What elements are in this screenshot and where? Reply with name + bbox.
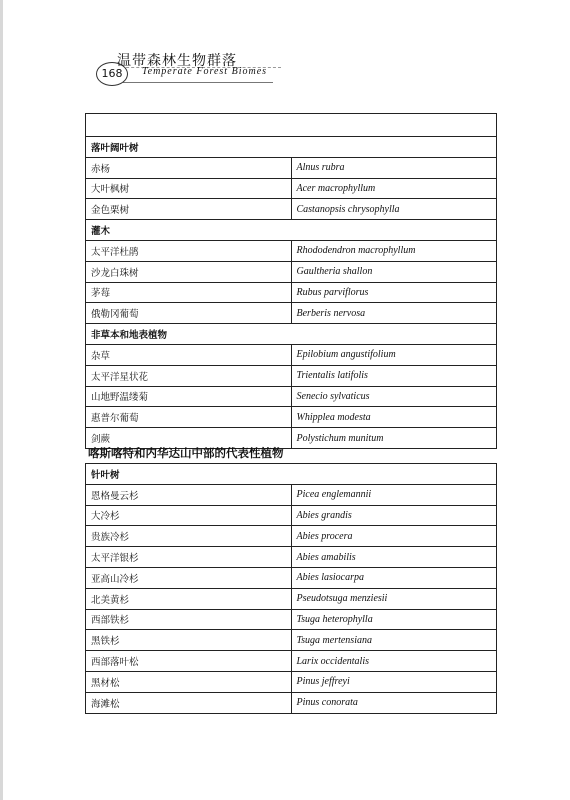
common-name-cell: 惠普尔葡萄 [86,407,292,428]
scientific-name-cell: Pinus conorata [291,692,497,713]
common-name-cell: 太平洋银杉 [86,547,292,568]
scientific-name-cell: Picea englemannii [291,484,497,505]
common-name-cell: 西部落叶松 [86,651,292,672]
scientific-name-cell: Pinus jeffreyi [291,671,497,692]
table-row [86,630,497,651]
scientific-name-cell: Abies amabilis [291,547,497,568]
table-row [86,692,497,713]
table-row [86,484,497,505]
table-header-row-blank [86,114,497,137]
table-row [86,199,497,220]
section-heading: 喀斯喀特和内华达山中部的代表性植物 [88,446,284,460]
scientific-name-cell: Abies lasiocarpa [291,567,497,588]
common-name-cell: 黑材松 [86,671,292,692]
common-name-cell: 大冷杉 [86,505,292,526]
blank-cell [86,114,497,137]
table-row [86,505,497,526]
common-name-cell: 贵族冷杉 [86,526,292,547]
scientific-name-cell: Whipplea modesta [291,407,497,428]
table-row [86,588,497,609]
scientific-name-cell: Gaultheria shallon [291,261,497,282]
common-name-cell: 亚高山冷杉 [86,567,292,588]
table-row [86,671,497,692]
table-row [86,157,497,178]
scientific-name-cell: Trientalis latifolis [291,365,497,386]
scientific-name-cell: Tsuga mertensiana [291,630,497,651]
scientific-name-cell: Rhododendron macrophyllum [291,240,497,261]
header-title-english: Temperate Forest Biomes [142,66,268,77]
table-row [86,282,497,303]
common-name-cell: 俄勒冈葡萄 [86,303,292,324]
group-row [86,324,497,345]
group-label: 针叶树 [86,464,497,485]
common-name-cell: 剑蕨 [86,428,292,449]
table-row [86,365,497,386]
scientific-name-cell: Abies procera [291,526,497,547]
running-header [86,50,286,88]
common-name-cell: 茅莓 [86,282,292,303]
common-name-cell: 黑铁杉 [86,630,292,651]
scientific-name-cell: Castanopsis chrysophylla [291,199,497,220]
common-name-cell: 海滩松 [86,692,292,713]
common-name-cell: 金色栗树 [86,199,292,220]
table-row [86,344,497,365]
group-label: 落叶阔叶树 [86,137,497,158]
common-name-cell: 太平洋杜鹃 [86,240,292,261]
group-row [86,464,497,485]
common-name-cell: 杂草 [86,344,292,365]
group-label: 非草本和地表植物 [86,324,497,345]
scientific-name-cell: Larix occidentalis [291,651,497,672]
table-row [86,609,497,630]
page-number: 168 [96,62,128,86]
common-name-cell: 沙龙白珠树 [86,261,292,282]
common-name-cell: 大叶枫树 [86,178,292,199]
common-name-cell: 赤杨 [86,157,292,178]
common-name-cell: 山地野温缕菊 [86,386,292,407]
header-title-chinese: 温带森林生物群落 [117,53,237,69]
scientific-name-cell: Epilobium angustifolium [291,344,497,365]
table-row [86,547,497,568]
table-row [86,567,497,588]
table-row [86,386,497,407]
group-row [86,220,497,241]
table-row [86,178,497,199]
scientific-name-cell: Tsuga heterophylla [291,609,497,630]
scientific-name-cell: Abies grandis [291,505,497,526]
common-name-cell: 北美黄杉 [86,588,292,609]
table-row [86,303,497,324]
header-rule [123,82,273,83]
scientific-name-cell: Rubus parviflorus [291,282,497,303]
plant-table-lower [85,463,497,714]
plant-table-upper [85,113,497,449]
table-row [86,407,497,428]
common-name-cell: 恩格曼云杉 [86,484,292,505]
table-row [86,261,497,282]
page-edge-shadow [0,0,3,800]
scientific-name-cell: Pseudotsuga menziesii [291,588,497,609]
scientific-name-cell: Acer macrophyllum [291,178,497,199]
scientific-name-cell: Polystichum munitum [291,428,497,449]
group-label: 灌木 [86,220,497,241]
table-row [86,526,497,547]
common-name-cell: 太平洋星状花 [86,365,292,386]
group-row [86,137,497,158]
scientific-name-cell: Berberis nervosa [291,303,497,324]
common-name-cell: 西部铁杉 [86,609,292,630]
table-row [86,651,497,672]
table-row [86,240,497,261]
scientific-name-cell: Senecio sylvaticus [291,386,497,407]
scientific-name-cell: Alnus rubra [291,157,497,178]
